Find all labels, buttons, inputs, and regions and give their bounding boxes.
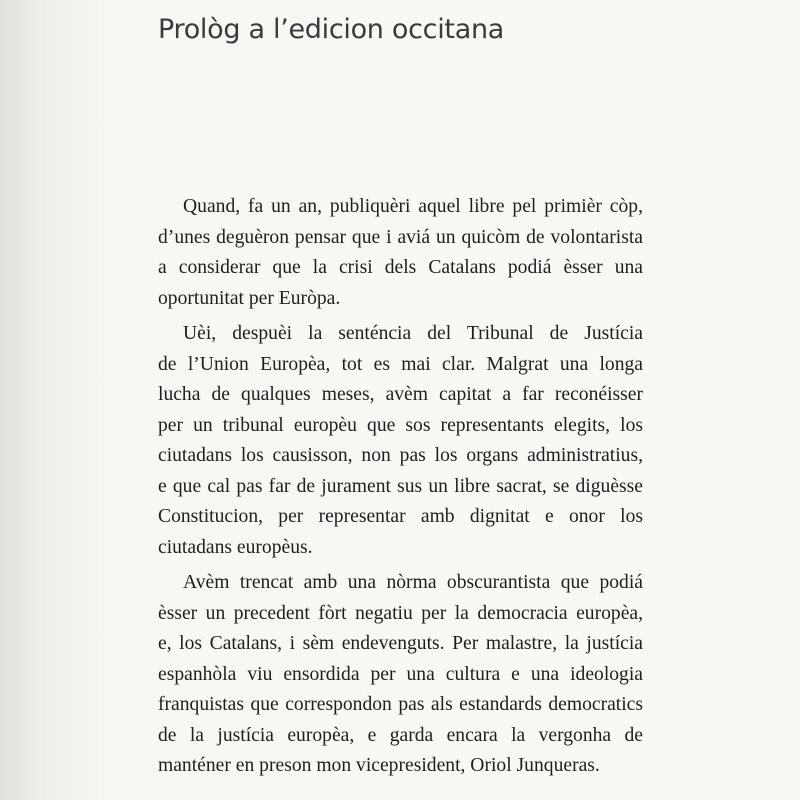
text-line: Avèm trencat amb una nòrma obscurantista que podiá [183,572,643,593]
text-line: de l’Union Europèa, tot es mai clar. Malgrat una longa [158,353,643,375]
text-line: d’unes deguèron pensar que i aviá un quicòm de volontarista [158,226,643,248]
text-line: Quand, fa un an, publiquèri aquel libre pel primièr còp, [183,196,643,217]
text-line: èsser un precedent fòrt negatiu per la democracia europèa, [158,602,643,624]
text-line: de la justícia europèa, e garda encara la vergonha de [158,724,643,746]
text-line: Constitucion, per representar amb dignitat e onor los [158,506,643,527]
paragraph-3 [158,568,643,782]
chapter-title: Prològ a l’edicion occitana [158,14,504,45]
text-line: espanhòla viu ensordida per una cultura e una ideologia [158,663,643,685]
paragraph-1 [158,192,643,314]
text-line: ciutadans los causisson, non pas los organs administratius, [158,445,643,466]
text-line: per un tribunal europèu que sos representants elegits, los [158,414,643,436]
text-line: e que cal pas far de jurament sus un libre sacrat, se diguèsse [158,475,643,497]
text-line: lucha de qualques meses, avèm capitat a far reconéisser [158,384,643,405]
text-line: oportunitat per Euròpa. [158,287,341,309]
text-line: franquistas que correspondon pas als estandards democratics [158,694,643,715]
body-text [158,192,643,787]
text-line: e, los Catalans, i sèm endevenguts. Per malastre, la justícia [158,633,643,654]
text-line: a considerar que la crisi dels Catalans podiá èsser una [158,257,643,278]
text-line: Uèi, despuèi la senténcia del Tribunal de Justícia [183,323,643,344]
text-line: manténer en preson mon vicepresident, Oriol Junqueras. [158,755,600,776]
paragraph-2 [158,319,643,563]
text-line: ciutadans europèus. [158,536,313,558]
